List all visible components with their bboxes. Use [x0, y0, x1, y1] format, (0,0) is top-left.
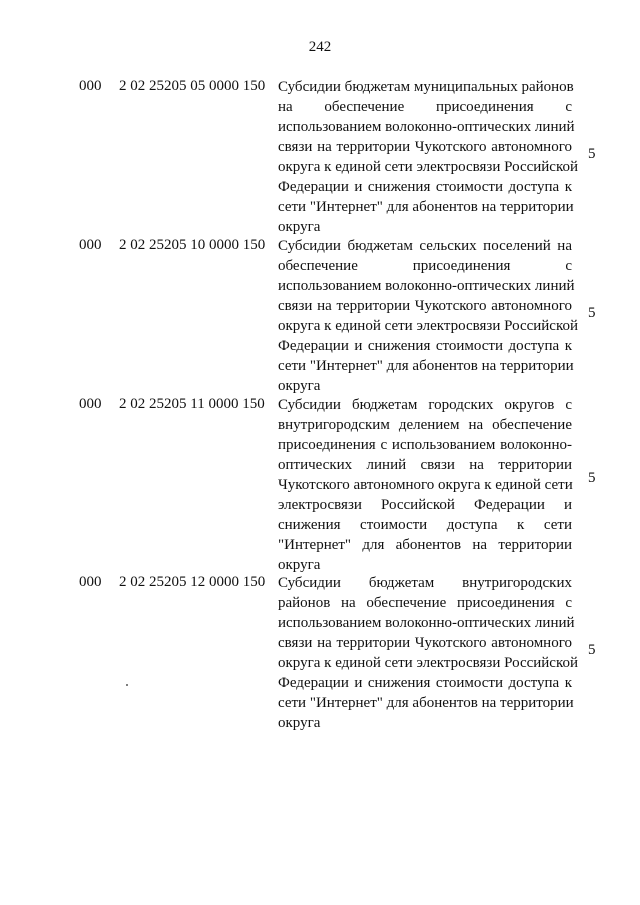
description-line: Федерации и снижения стоимости доступа к — [278, 675, 572, 691]
description-line: использованием волоконно-оптических линий — [278, 119, 575, 135]
budget-code: 2 02 25205 11 0000 150 — [119, 396, 265, 412]
description-line: Субсидии бюджетам городских округов с — [278, 397, 572, 413]
description-line: использованием волоконно-оптических линий — [278, 278, 575, 294]
description-line: Субсидии бюджетам муниципальных районов — [278, 79, 574, 95]
budget-code: 2 02 25205 05 0000 150 — [119, 78, 266, 94]
description-line: Субсидии бюджетам сельских поселений на — [278, 238, 572, 254]
description-line: связи на территории Чукотского автономного — [278, 635, 572, 651]
description-line: связи на территории Чукотского автономного — [278, 139, 572, 155]
budget-code: 2 02 25205 12 0000 150 — [119, 574, 266, 590]
admin-code: 000 — [79, 78, 102, 94]
description-line: Чукотского автономного округа к единой сети — [278, 477, 573, 493]
budget-code: 2 02 25205 10 0000 150 — [119, 237, 266, 253]
description-line: электросвязи Российской Федерации и — [278, 497, 572, 513]
description-line: районов на обеспечение присоединения с — [278, 595, 572, 611]
description-line: округа к единой сети электросвязи Российской — [278, 159, 579, 175]
description-line: округа к единой сети электросвязи Российской — [278, 318, 579, 334]
description-line: сети "Интернет" для абонентов на территории — [278, 199, 574, 215]
row-description — [278, 77, 579, 237]
description-line: связи на территории Чукотского автономного — [278, 298, 572, 314]
description-line: Федерации и снижения стоимости доступа к — [278, 338, 572, 354]
description-line: сети "Интернет" для абонентов на территории — [278, 695, 574, 711]
description-line: Субсидии бюджетам внутригородских — [278, 575, 572, 591]
description-line: округа к единой сети электросвязи Российской — [278, 655, 579, 671]
description-line: использованием волоконно-оптических линий — [278, 615, 575, 631]
description-line: округа — [278, 378, 321, 394]
amount: 5 — [588, 305, 596, 321]
admin-code: 000 — [79, 574, 102, 590]
description-line: "Интернет" для абонентов на территории — [278, 537, 572, 553]
admin-code: 000 — [79, 237, 102, 253]
amount: 5 — [588, 470, 596, 486]
scan-speck — [126, 684, 128, 686]
amount: 5 — [588, 642, 596, 658]
description-line: округа — [278, 219, 321, 235]
description-line: внутригородским делением на обеспечение — [278, 417, 572, 433]
description-line: округа — [278, 715, 321, 731]
row-description — [278, 573, 579, 733]
row-description — [278, 395, 572, 575]
row-description — [278, 236, 579, 396]
description-line: оптических линий связи на территории — [278, 457, 572, 473]
description-line: Федерации и снижения стоимости доступа к — [278, 179, 572, 195]
description-line: снижения стоимости доступа к сети — [278, 517, 572, 533]
description-line: обеспечение присоединения с — [278, 258, 572, 274]
amount: 5 — [588, 146, 596, 162]
description-line: сети "Интернет" для абонентов на территории — [278, 358, 574, 374]
description-line: на обеспечение присоединения с — [278, 99, 572, 115]
description-line: присоединения с использованием волоконно- — [278, 437, 572, 453]
description-line: округа — [278, 557, 321, 573]
page-number: 242 — [308, 39, 332, 55]
admin-code: 000 — [79, 396, 102, 412]
